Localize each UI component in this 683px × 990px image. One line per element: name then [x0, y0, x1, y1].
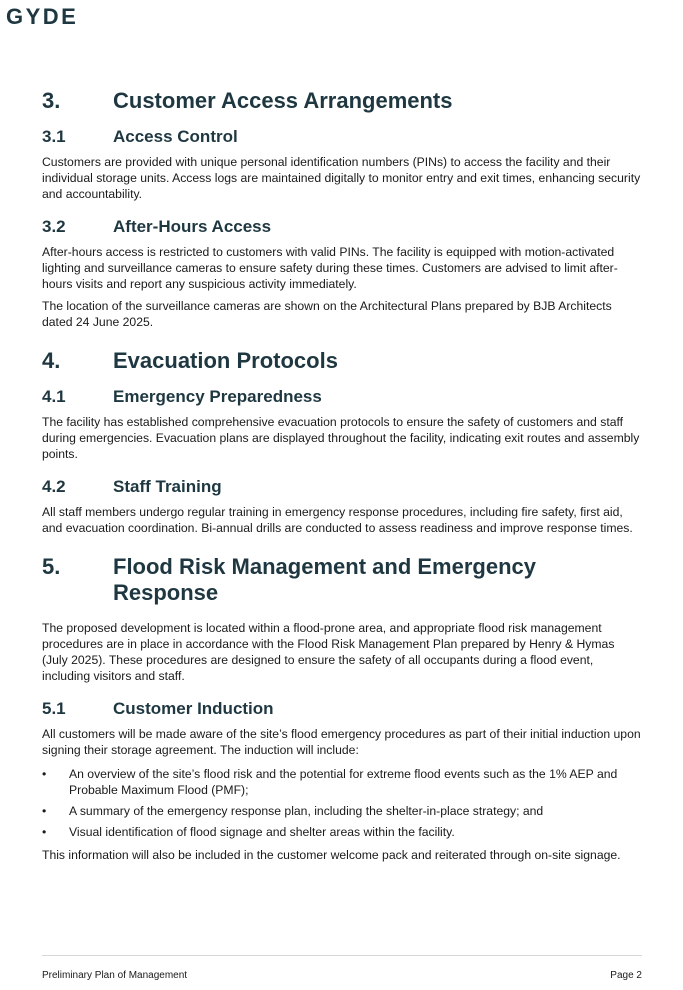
bullet-icon: • [42, 767, 47, 781]
section-number: 4.2 [42, 477, 66, 496]
paragraph: This information will also be included in the customer welcome pack and reiterated through on-site signage. [42, 848, 621, 862]
section-number: 4.1 [42, 387, 66, 406]
section-title [113, 554, 536, 606]
section-title: Access Control [113, 127, 238, 146]
section-title: After-Hours Access [113, 217, 272, 236]
section-title: Staff Training [113, 477, 222, 496]
section-title: Customer Access Arrangements [113, 88, 453, 113]
section-number: 4. [42, 348, 61, 373]
paragraph: The proposed development is located within a flood-prone area, and appropriate flood risk management procedures are in place in accordance with the Flood Risk Management Plan prepared by Henry & Hymas (July 2025). These procedures are designed to ensure the safety of all occupants during a flood event, including visitors and staff. [42, 621, 615, 683]
footer-page-number: Page 2 [610, 970, 642, 981]
section-5-1-heading [42, 699, 642, 719]
paragraph: All customers will be made aware of the site’s flood emergency procedures as part of their initial induction upon signing their storage agreement. The induction will include: [42, 727, 641, 757]
section-title: Evacuation Protocols [113, 348, 338, 373]
list-item [42, 824, 642, 840]
section-3-1-heading [42, 127, 642, 147]
paragraph: The facility has established comprehensive evacuation protocols to ensure the safety of customers and staff during emergencies. Evacuation plans are displayed throughout the facility, indicating exit routes and assembly points. [42, 415, 640, 461]
paragraph: After-hours access is restricted to customers with valid PINs. The facility is equipped with motion-activated lighting and surveillance cameras to ensure safety during these times. Customers are advised to limit after-hours visits and report any suspicious activity immediately. [42, 245, 618, 291]
section-number: 3.2 [42, 217, 66, 236]
section-3-heading [42, 88, 642, 114]
section-number: 3.1 [42, 127, 66, 146]
section-title: Customer Induction [113, 699, 274, 718]
section-title-line: Flood Risk Management and Emergency [113, 554, 536, 579]
bullet-icon: • [42, 804, 47, 818]
section-number: 3. [42, 88, 61, 113]
section-number: 5.1 [42, 699, 66, 718]
section-4-1-heading [42, 387, 642, 407]
section-5-heading [42, 554, 642, 606]
footer-document-title: Preliminary Plan of Management [42, 970, 188, 981]
section-number: 5. [42, 554, 61, 579]
page-content [42, 84, 642, 863]
paragraph: All staff members undergo regular training in emergency response procedures, including fire safety, first aid, and evacuation coordination. Bi-annual drills are conducted to assess readiness and improve response times. [42, 505, 633, 535]
section-4-heading [42, 348, 642, 374]
gyde-logo [6, 5, 116, 27]
section-4-2-heading [42, 477, 642, 497]
bullet-icon: • [42, 825, 47, 839]
paragraph: The location of the surveillance cameras are shown on the Architectural Plans prepared by BJB Architects dated 24 June 2025. [42, 299, 612, 329]
list-item-text: A summary of the emergency response plan, including the shelter-in-place strategy; and [69, 804, 544, 818]
svg-text:GYDE: GYDE [6, 5, 79, 27]
section-title: Emergency Preparedness [113, 387, 322, 406]
section-3-2-heading [42, 217, 642, 237]
list-item-text: An overview of the site’s flood risk and the potential for extreme flood events such as the 1% AEP and Probable Maximum Flood (PMF); [69, 767, 618, 797]
list-item [42, 766, 642, 798]
footer-divider [42, 955, 642, 956]
paragraph: Customers are provided with unique personal identification numbers (PINs) to access the facility and their individual storage units. Access logs are maintained digitally to monitor entry and exit times, enhancing security and accountability. [42, 155, 641, 201]
list-item-text: Visual identification of flood signage and shelter areas within the facility. [69, 825, 455, 839]
list-item [42, 803, 642, 819]
section-title-line: Response [113, 580, 219, 605]
induction-bullet-list [42, 766, 642, 840]
